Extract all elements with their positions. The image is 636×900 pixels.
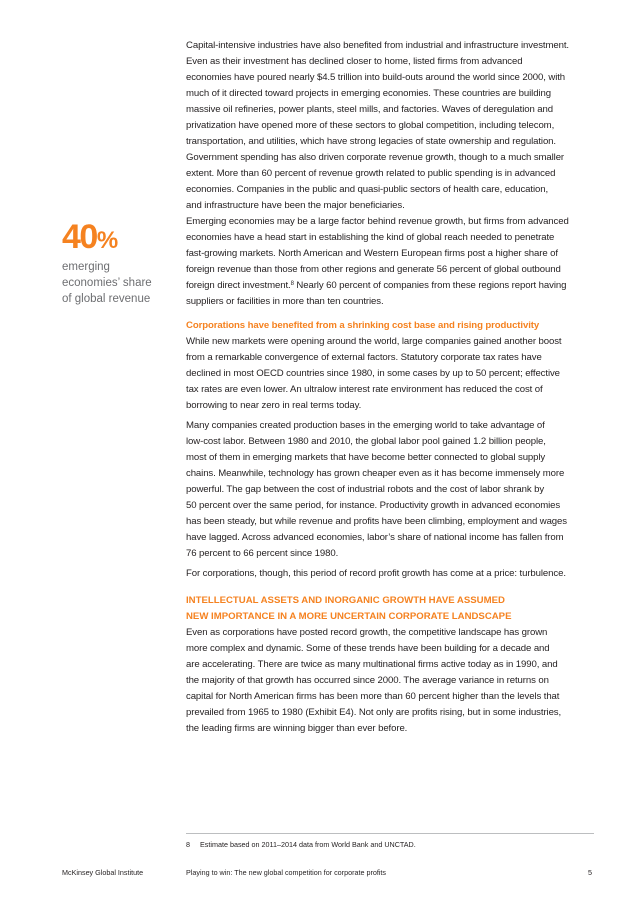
footnote-number: 8: [186, 840, 190, 849]
text-line: foreign revenue than those from other regions and generate 56 percent of global outbound: [186, 264, 561, 275]
text-line: Government spending has also driven corporate revenue growth, though to a much smaller: [186, 152, 565, 163]
text-line: borrowing to near zero in real terms today.: [186, 400, 362, 411]
text-line: has been steady, but while revenue and profits have been climbing, employment and wages: [186, 516, 567, 527]
paragraph-5: [186, 566, 600, 582]
text-line: chains. Meanwhile, technology has grown cheaper even as it has become immensely more: [186, 468, 565, 479]
footnote: [186, 840, 416, 850]
text-line: are accelerating. There are twice as many multinational firms active today as in 1990, and: [186, 659, 558, 670]
callout-value: 40: [62, 218, 97, 256]
text-line: most of them in emerging markets that have become better connected to global supply: [186, 452, 546, 463]
text-line: extent. More than 60 percent of revenue growth related to public spending is in advanced: [186, 168, 556, 179]
footnote-text: Estimate based on 2011–2014 data from World Bank and UNCTAD.: [200, 840, 416, 849]
text-line: and infrastructure have been the major beneficiaries.: [186, 200, 405, 211]
text-line: capital for North American firms has been more than 60 percent higher than the levels that: [186, 691, 560, 702]
text-line: massive oil refineries, power plants, steel mills, and factories. Waves of deregulation and: [186, 104, 554, 115]
text-fragment: foreign direct investment.: [186, 280, 291, 291]
section-subheading: Corporations have benefited from a shrinking cost base and rising productivity: [186, 320, 540, 331]
callout-text-line-3: of global revenue: [62, 293, 151, 305]
text-line: Even as corporations have posted record growth, the competitive landscape has grown: [186, 627, 548, 638]
callout-percent-sign: %: [96, 227, 119, 254]
text-line: declined in most OECD countries since 1980, in some cases by up to 50 percent; effective: [186, 368, 560, 379]
section-heading-line-1: INTELLECTUAL ASSETS AND INORGANIC GROWTH HAVE ASSUMED: [186, 595, 505, 606]
callout-number: [62, 219, 174, 259]
text-line: 50 percent over the same period, for instance. Productivity growth in advanced economies: [186, 500, 561, 511]
text-line: For corporations, though, this period of record profit growth has come at a price: turbulence.: [186, 568, 566, 579]
page-number: 5: [588, 868, 592, 877]
text-line: from a remarkable convergence of external factors. Statutory corporate tax rates have: [186, 352, 542, 363]
text-line: fast-growing markets. North American and Western European firms post a higher share of: [186, 248, 558, 259]
text-line: the majority of that growth has occurred since 2000. The average variance in returns on: [186, 675, 549, 686]
text-line: economies have poured nearly $4.5 trillion into build-outs around the world since 2000, with: [186, 72, 566, 83]
callout-text-line-1: emerging: [62, 261, 110, 273]
text-line: tax rates are even lower. An ultralow interest rate environment has reduced the cost of: [186, 384, 543, 395]
section-cost-base: [186, 318, 600, 414]
section-intellectual-assets: [186, 593, 600, 737]
text-line: Even as their investment has declined closer to home, listed firms from advanced: [186, 56, 523, 67]
footer-publisher: McKinsey Global Institute: [62, 868, 144, 877]
text-line: prevailed from 1965 to 1980 (Exhibit E4). Not only are profits rising, but in some industries,: [186, 707, 562, 718]
text-line: Emerging economies may be a large factor behind revenue growth, but firms from advanced: [186, 216, 569, 227]
text-line: transportation, and utilities, which have strong legacies of state ownership and regulation.: [186, 136, 556, 147]
section-heading-line-2: NEW IMPORTANCE IN A MORE UNCERTAIN CORPORATE LANDSCAPE: [186, 611, 512, 622]
text-line: economies have a head start in establishing the kind of global reach needed to penetrate: [186, 232, 555, 243]
text-line: Capital-intensive industries have also benefited from industrial and infrastructure investment.: [186, 40, 569, 51]
footnote-divider: [186, 833, 594, 834]
callout-text-line-2: economies’ share: [62, 277, 152, 289]
text-line: Many companies created production bases in the emerging world to take advantage of: [186, 420, 545, 431]
text-line: the leading firms are winning bigger than ever before.: [186, 723, 408, 734]
text-line: low-cost labor. Between 1980 and 2010, the global labor pool gained 1.2 billion people,: [186, 436, 546, 447]
text-line: [186, 278, 600, 294]
text-line: While new markets were opening around the world, large companies gained another boost: [186, 336, 562, 347]
callout-stat: [62, 219, 174, 307]
text-line: economies. Companies in the public and quasi-public sectors of health care, education,: [186, 184, 549, 195]
text-line: have lagged. Across advanced economies, labor’s share of national income has fallen from: [186, 532, 564, 543]
paragraph-2: [186, 214, 600, 310]
paragraph-1: [186, 38, 600, 214]
footnote-reference: 8: [290, 281, 294, 287]
text-line: powerful. The gap between the cost of industrial robots and the cost of labor shrank by: [186, 484, 545, 495]
text-line: privatization have opened more of these sectors to global competition, including telecom,: [186, 120, 555, 131]
text-line: more complex and dynamic. Some of these trends have been building for a decade and: [186, 643, 550, 654]
text-line: much of it directed toward projects in emerging economies. These countries are building: [186, 88, 551, 99]
text-fragment: Nearly 60 percent of companies from these regions report having: [293, 280, 567, 291]
paragraph-4: [186, 418, 600, 562]
text-line: 76 percent to 66 percent since 1980.: [186, 548, 339, 559]
text-line: suppliers or facilities in more than ten countries.: [186, 296, 384, 307]
footer-report-title: Playing to win: The new global competition for corporate profits: [186, 868, 387, 877]
